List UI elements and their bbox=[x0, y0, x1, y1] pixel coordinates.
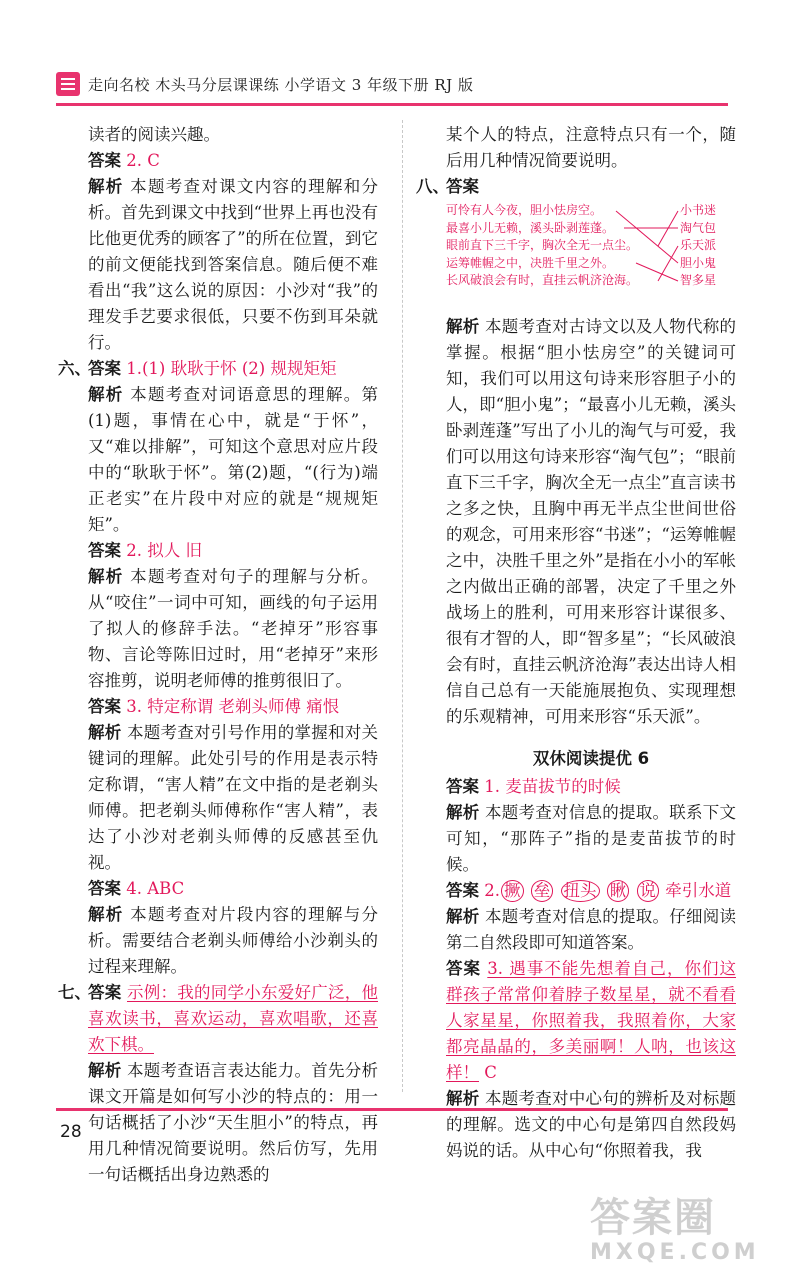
question-number: 七、 bbox=[58, 983, 91, 1002]
analysis-text: 本题考查对引号作用的掌握和对关键词的理解。此处引号的作用是表示特定称谓，“害人精”在文中指的是老剃头师傅。把老剃头师傅称作“害人精”，表达了小沙对老剃头师傅的反感甚至仇视。 bbox=[88, 723, 378, 872]
analysis-label: 解析 bbox=[88, 905, 124, 924]
circled-word: 说 bbox=[637, 880, 660, 902]
analysis-paragraph bbox=[446, 1086, 736, 1164]
match-left-item: 可怜有人今夜，胆小怯房空。 bbox=[446, 203, 603, 217]
analysis-label: 解析 bbox=[88, 567, 124, 586]
analysis-label: 解析 bbox=[88, 385, 124, 404]
answer-value: 1.(1) 耿耿于怀 (2) 规规矩矩 bbox=[126, 359, 337, 378]
answer-label: 答案 bbox=[88, 983, 122, 1002]
answer-line bbox=[88, 148, 378, 174]
analysis-label: 解析 bbox=[446, 907, 480, 926]
column-divider bbox=[402, 120, 403, 1092]
section-title: 双休阅读提优 6 bbox=[532, 749, 650, 768]
watermark-logo bbox=[590, 1196, 780, 1270]
watermark-text: 答案圈 bbox=[590, 1195, 716, 1241]
analysis-paragraph bbox=[88, 902, 378, 980]
answer-value: 牵引水道 bbox=[665, 881, 732, 900]
answer-label: 答案 bbox=[88, 151, 121, 170]
answer-value: 示例：我的同学小东爱好广泛，他喜欢读书，喜欢运动，喜欢唱歌，还喜欢下棋。 bbox=[88, 983, 378, 1054]
answer-line bbox=[416, 174, 736, 200]
analysis-text: 本题考查语言表达能力。首先分析课文开篇是如何写小沙的特点的：用一句话概括了小沙“天生胆小”的特点，再用几种情况简要说明。然后仿写，先用一句话概括出身边熟悉的 bbox=[88, 1061, 378, 1184]
match-right-item: 淘气包 bbox=[680, 220, 717, 235]
answer-prefix: 2. bbox=[484, 881, 500, 900]
analysis-text: 本题考查对信息的提取。仔细阅读第二自然段即可知道答案。 bbox=[446, 907, 736, 952]
connector-line bbox=[636, 263, 678, 281]
answer-label: 答案 bbox=[446, 177, 479, 196]
analysis-paragraph bbox=[88, 1058, 378, 1188]
circled-word: 瞅 bbox=[607, 880, 630, 902]
analysis-paragraph bbox=[446, 800, 736, 878]
analysis-text: 本题考查对中心句的辨析及对标题的理解。选文的中心句是第四自然段妈妈说的话。从中心句“你照着我，我 bbox=[446, 1089, 736, 1160]
match-right-item: 乐天派 bbox=[680, 238, 717, 252]
answer-line bbox=[446, 878, 736, 904]
circled-word: 撅 bbox=[501, 880, 524, 902]
answer-line bbox=[58, 980, 378, 1058]
circled-word: 扭头 bbox=[561, 880, 600, 902]
match-left-item: 眼前直下三千字，胸次全无一点尘。 bbox=[446, 238, 639, 252]
paragraph: 某个人的特点，注意特点只有一个，随后用几种情况简要说明。 bbox=[446, 125, 736, 170]
answer-line bbox=[88, 694, 378, 720]
match-left-item: 运筹帷幄之中，决胜千里之外。 bbox=[446, 255, 615, 270]
match-right-item: 智多星 bbox=[680, 273, 717, 287]
match-connector-lines bbox=[446, 202, 736, 310]
analysis-paragraph bbox=[446, 904, 736, 956]
analysis-label: 解析 bbox=[88, 723, 122, 742]
analysis-text: 本题考查对古诗文以及人物代称的掌握。根据“胆小怯房空”的关键词可知，我们可以用这句诗来形容胆子小的人，即“胆小鬼”；“最喜小儿无赖，溪头卧剥莲蓬”写出了小儿的淘气与可爱，我们可以用这句诗来形容“淘气包”；“眼前直下三千字，胸次全无一点尘”直言读书之多之快，且胸中再无半点尘世间世俗的观念，可用来形容“书迷”；“运筹帷幄之中，决胜千里之外”是指在小小的军帐之内做出正确的部署，决定了千里之外战场上的胜利，可用来形容计谋很多、很有才智的人，即“智多星”；“长风破浪会有时，直挂云帆济沧海”表达出诗人相信自己总有一天能施展抱负、实现理想的乐观精神，可用来形容“乐天派”。 bbox=[446, 317, 736, 726]
answer-value: 2. C bbox=[126, 151, 160, 170]
analysis-text: 本题考查对词语意思的理解。第(1)题，事情在心中，就是“于怀”，又“难以排解”，可知这个意思对应片段中的“耿耿于怀”。第(2)题，“(行为)端正老实”在片段中对应的就是“规规矩矩”。 bbox=[88, 385, 378, 534]
answer-value: 4. ABC bbox=[126, 879, 185, 898]
circled-word: 垒 bbox=[531, 880, 554, 902]
book-icon bbox=[56, 72, 80, 96]
analysis-label: 解析 bbox=[446, 1089, 480, 1108]
answer-label: 答案 bbox=[446, 777, 479, 796]
header-title: 走向名校 木头马分层课课练 小学语文 3 年级下册 RJ 版 bbox=[88, 76, 474, 94]
page-header bbox=[56, 64, 728, 104]
match-left-item: 长风破浪会有时，直挂云帆济沧海。 bbox=[446, 273, 639, 287]
answer-label: 答案 bbox=[88, 359, 121, 378]
watermark-url: MXQE.COM bbox=[590, 1240, 760, 1265]
analysis-paragraph bbox=[88, 720, 378, 876]
analysis-paragraph bbox=[446, 314, 736, 730]
footer-rule bbox=[56, 1108, 728, 1111]
paragraph: 读者的阅读兴趣。 bbox=[88, 125, 220, 144]
analysis-text: 本题考查对句子的理解与分析。从“咬住”一词中可知，画线的句子运用了拟人的修辞手法。“老掉牙”形容事物、言论等陈旧过时，用“老掉牙”来形容推剪，说明老师傅的推剪很旧了。 bbox=[88, 567, 378, 690]
answer-label: 答案 bbox=[446, 881, 479, 900]
answer-value: 1. 麦苗拔节的时候 bbox=[484, 777, 621, 796]
analysis-label: 解析 bbox=[446, 317, 480, 336]
question-number: 八、 bbox=[416, 177, 449, 196]
question-number: 六、 bbox=[58, 359, 91, 378]
match-left-item: 最喜小儿无赖，溪头卧剥莲蓬。 bbox=[446, 220, 615, 235]
match-right-item: 胆小鬼 bbox=[680, 255, 717, 270]
analysis-text: 本题考查对课文内容的理解和分析。首先到课文中找到“世界上再也没有比他更优秀的顾客了”的所在位置，到它的前文便能找到答案信息。随后便不难看出“我”这么说的原因：小沙对“我”的理发手艺要求很低，只要不伤到耳朵就行。 bbox=[88, 177, 378, 352]
answer-line bbox=[446, 774, 736, 800]
connector-line bbox=[616, 211, 678, 263]
answer-line bbox=[88, 538, 378, 564]
answer-choice: C bbox=[484, 1063, 497, 1082]
answer-label: 答案 bbox=[88, 879, 121, 898]
answer-value: 3. 特定称谓 老剃头师傅 痛恨 bbox=[126, 697, 340, 716]
analysis-paragraph bbox=[88, 174, 378, 356]
matching-diagram bbox=[446, 202, 736, 310]
analysis-label: 解析 bbox=[88, 1061, 122, 1080]
analysis-text: 本题考查对信息的提取。联系下文可知，“那阵子”指的是麦苗拔节的时候。 bbox=[446, 803, 736, 874]
analysis-paragraph bbox=[88, 382, 378, 538]
analysis-text: 本题考查对片段内容的理解与分析。需要结合老剃头师傅给小沙剃头的过程来理解。 bbox=[88, 905, 378, 976]
analysis-label: 解析 bbox=[88, 177, 124, 196]
answer-value: 2. 拟人 旧 bbox=[126, 541, 202, 560]
answer-line bbox=[58, 356, 378, 382]
answer-label: 答案 bbox=[88, 541, 121, 560]
answer-label: 答案 bbox=[88, 697, 121, 716]
connector-line bbox=[658, 246, 678, 281]
match-right-item: 小书迷 bbox=[680, 203, 717, 217]
header-rule bbox=[56, 103, 728, 106]
answer-line bbox=[88, 876, 378, 902]
page-number: 28 bbox=[60, 1122, 82, 1142]
analysis-label: 解析 bbox=[446, 803, 480, 822]
answer-line bbox=[446, 956, 736, 1086]
answer-label: 答案 bbox=[446, 959, 482, 978]
right-column bbox=[416, 122, 736, 1164]
answer-value: 3. 遇事不能先想着自己，你们这群孩子常常仰着脖子数星星，就不看看人家星星，你照着我，我照着你，大家都亮晶晶的，多美丽啊！人呐，也该这样！ bbox=[446, 959, 736, 1082]
analysis-paragraph bbox=[88, 564, 378, 694]
